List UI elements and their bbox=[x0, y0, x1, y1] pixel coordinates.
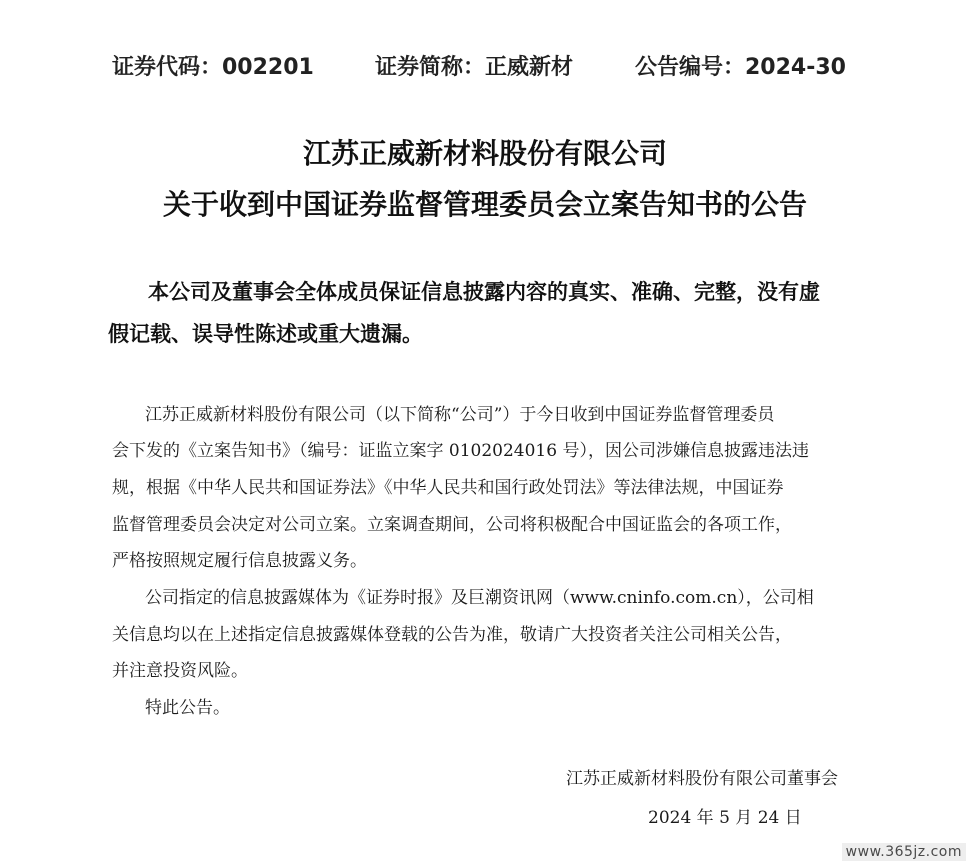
paragraph-1-line-3: 规，根据《中华人民共和国证券法》《中华人民共和国行政处罚法》等法律法规，中国证券 bbox=[112, 478, 784, 498]
stock-code: 证券代码：002201 bbox=[112, 55, 314, 80]
announcement-header bbox=[112, 50, 872, 84]
closing-statement: 特此公告。 bbox=[145, 698, 230, 718]
announcement-number: 公告编号：2024-30 bbox=[635, 55, 846, 80]
paragraph-1-line-2: 会下发的《立案告知书》（编号：证监立案字 0102024016 号），因公司涉嫌信息披露违法违 bbox=[112, 441, 809, 461]
signature-board: 江苏正威新材料股份有限公司董事会 bbox=[566, 769, 838, 789]
board-statement-line2: 假记载、误导性陈述或重大遗漏。 bbox=[108, 322, 423, 346]
board-statement-line1: 本公司及董事会全体成员保证信息披露内容的真实、准确、完整，没有虚 bbox=[148, 280, 820, 304]
paragraph-1-line-5: 严格按照规定履行信息披露义务。 bbox=[112, 551, 367, 571]
paragraph-2-line-2: 关信息均以在上述指定信息披露媒体登载的公告为准，敬请广大投资者关注公司相关公告， bbox=[112, 625, 792, 645]
paragraph-2-line-1: 公司指定的信息披露媒体为《证券时报》及巨潮资讯网（www.cninfo.com.cn），公司相 bbox=[145, 588, 814, 608]
paragraph-2-line-3: 并注意投资风险。 bbox=[112, 661, 248, 681]
site-watermark: www.365jz.com bbox=[842, 843, 966, 861]
paragraph-1-line-1: 江苏正威新材料股份有限公司（以下简称“公司”）于今日收到中国证券监督管理委员 bbox=[145, 405, 775, 425]
stock-name: 证券简称：正威新材 bbox=[375, 55, 574, 80]
announcement-title: 关于收到中国证券监督管理委员会立案告知书的公告 bbox=[162, 188, 807, 221]
paragraph-1-line-4: 监督管理委员会决定对公司立案。立案调查期间，公司将积极配合中国证监会的各项工作， bbox=[112, 515, 792, 535]
company-title: 江苏正威新材料股份有限公司 bbox=[302, 137, 667, 170]
signature-date: 2024 年 5 月 24 日 bbox=[648, 808, 802, 828]
